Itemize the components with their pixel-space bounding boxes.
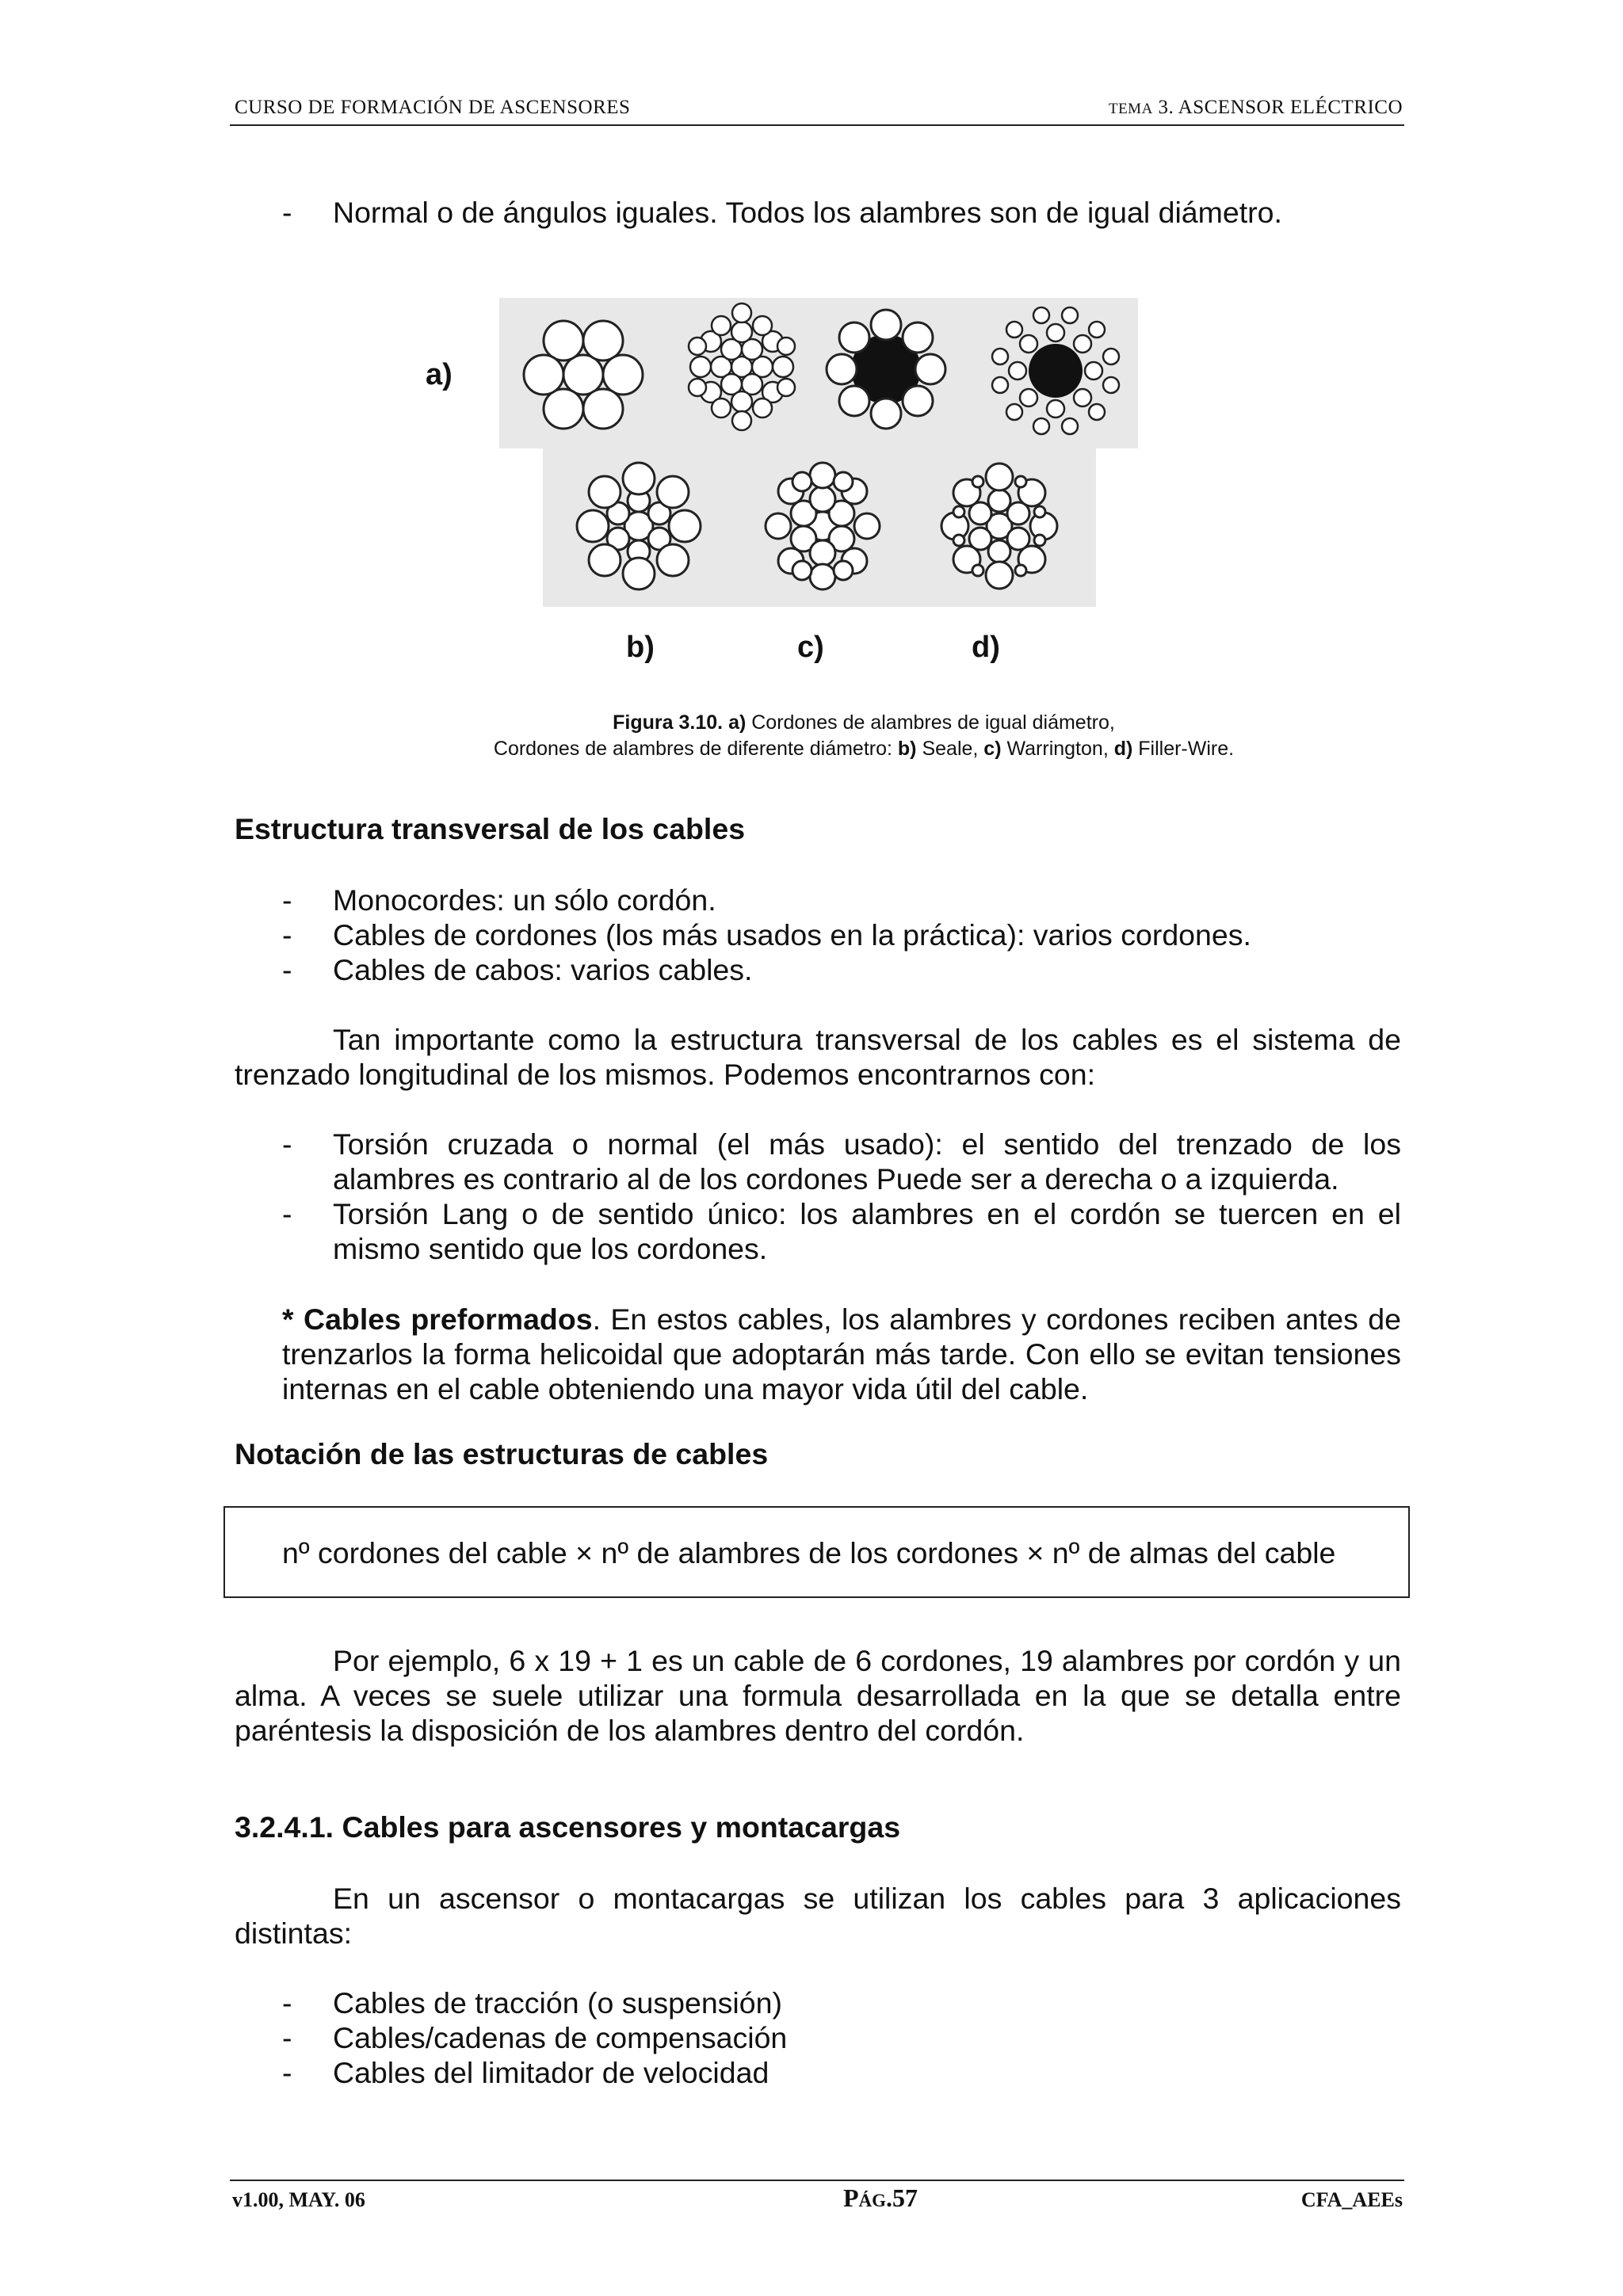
heading-notacion: Notación de las estructuras de cables [235, 1437, 769, 1470]
caption-figure-number: Figura 3.10. [613, 711, 724, 734]
footer-version: v1.00, MAY. 06 [232, 2188, 365, 2211]
bullet-dash: - [282, 953, 292, 986]
list-item: Cables/cadenas de compensación [333, 2021, 788, 2054]
bullet-dash: - [282, 883, 292, 917]
caption-line-2: Cordones de alambres de diferente diámetro: b) Seale, c) Warrington, d) Filler-Wire. [493, 738, 1235, 760]
notation-formula-box [223, 1506, 1410, 1598]
paragraph-aplicaciones: En un ascensor o montacargas se utilizan los cables para 3 aplicaciones distintas: [235, 1882, 1401, 1950]
footer-rule [230, 2180, 1404, 2181]
intro-bullet-text: Normal o de ángulos iguales. Todos los alambres son de igual diámetro. [333, 196, 1282, 229]
heading-estructura-transversal: Estructura transversal de los cables [235, 812, 746, 845]
strand-fiber-core-icon [827, 310, 945, 429]
bullet-dash: - [282, 1127, 292, 1161]
paragraph-preformados: * Cables preformados. En estos cables, los alambres y cordones reciben antes de trenzarlos la forma helicoidal que adoptarán más tarde. Con ello se evitan tensiones internas en el cable obteniendo una mayor vida útil del cable. [282, 1302, 1401, 1405]
figure-label-b: b) [626, 631, 655, 664]
notation-formula: nº cordones del cable × nº de alambres de los cordones × nº de almas del cable [282, 1536, 1336, 1569]
header-course-title: CURSO DE FORMACIÓN DE ASCENSORES [235, 97, 631, 118]
list-item: Cables de cordones (los más usados en la práctica): varios cordones. [333, 918, 1251, 952]
figure-caption [349, 710, 1379, 762]
strand-filler-wire-icon [941, 463, 1057, 589]
caption-line-1: Figura 3.10. a) Cordones de alambres de igual diámetro, [613, 711, 1115, 734]
header-rule [230, 124, 1404, 126]
footer-code: CFA_AEEs [1300, 2188, 1403, 2211]
list-item: Monocordes: un sólo cordón. [333, 883, 716, 917]
header-tema: TEMA [1108, 101, 1153, 117]
paragraph-ejemplo: Por ejemplo, 6 x 19 + 1 es un cable de 6 cordones, 19 alambres por cordón y un alma. A veces se suele utilizar una formula desarrollada en la que se detalla entre paréntesis la disposición de los alambres dentro del cordón. [235, 1644, 1401, 1747]
strand-core-multi-icon [992, 307, 1119, 434]
bullet-dash: - [282, 2056, 292, 2089]
list-item: Torsión cruzada o normal (el más usado): el sentido del trenzado de los alambres es contrario al de los cordones Puede ser a derecha o a izquierda. [333, 1127, 1401, 1196]
footer-page-number: PÁG.57 [843, 2183, 918, 2212]
paragraph-trenzado: Tan importante como la estructura transversal de los cables es el sistema de trenzado longitudinal de los mismos. Podemos encontrarnos con: [235, 1023, 1401, 1091]
strand-seale-icon [577, 463, 701, 589]
list-item: Cables de tracción (o suspensión) [333, 1986, 782, 2019]
list-item: Cables de cabos: varios cables. [333, 953, 753, 986]
header-chapter: 3. ASCENSOR ELÉCTRICO [1158, 97, 1403, 118]
bullet-dash: - [282, 196, 292, 229]
figure-label-c: c) [797, 631, 824, 664]
figure-label-d: d) [972, 631, 1000, 664]
figure-label-a: a) [426, 358, 453, 391]
preformados-label: * Cables preformados [282, 1302, 593, 1336]
list-item: Cables del limitador de velocidad [333, 2056, 769, 2089]
list-item: Torsión Lang o de sentido único: los alambres en el cordón se tuercen en el mismo sentido que los cordones. [333, 1197, 1401, 1265]
bullet-dash: - [282, 2021, 292, 2054]
header-chapter-title [1109, 97, 1403, 119]
strand-warrington-icon [766, 463, 880, 589]
bullet-dash: - [282, 918, 292, 952]
heading-cables-ascensores: 3.2.4.1. Cables para ascensores y montacargas [235, 1810, 901, 1844]
figure-strand-diagrams [499, 298, 1138, 608]
bullet-dash: - [282, 1986, 292, 2019]
bullet-dash: - [282, 1197, 292, 1230]
